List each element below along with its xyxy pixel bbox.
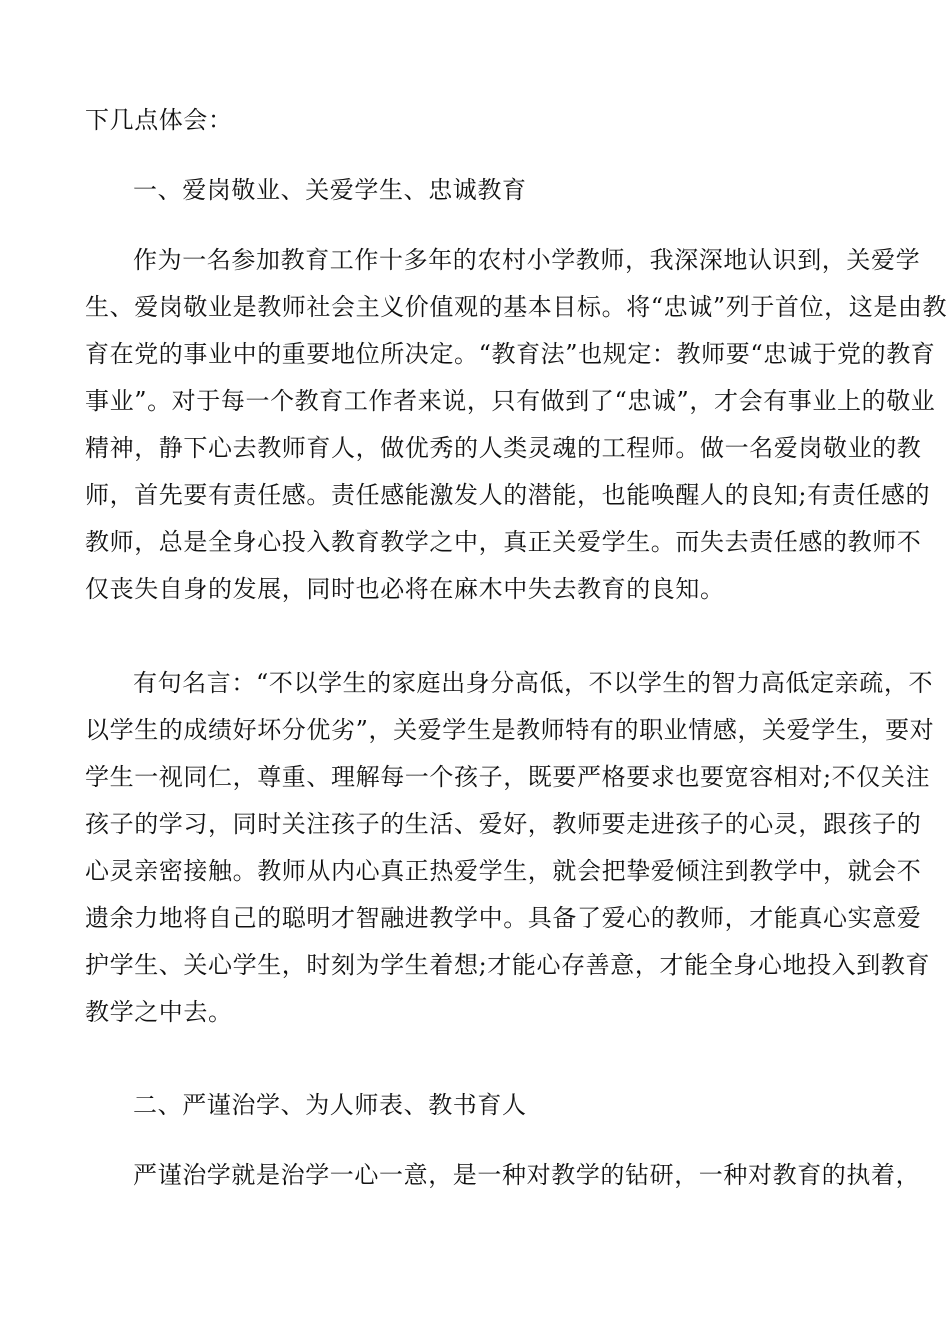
document-page — [85, 0, 948, 1344]
section-heading-one: 一、爱岗敬业、关爱学生、忠诚教育 — [133, 176, 527, 204]
paragraph-line: 心灵亲密接触。教师从内心真正热爱学生，就会把挚爱倾注到教学中，就会不 — [85, 857, 922, 885]
paragraph-line: 育在党的事业中的重要地位所决定。“教育法”也规定：教师要“忠诚于党的教育 — [85, 340, 936, 368]
paragraph-line: 教学之中去。 — [85, 998, 233, 1026]
paragraph-line: 孩子的学习，同时关注孩子的生活、爱好，教师要走进孩子的心灵，跟孩子的 — [85, 810, 922, 838]
paragraph-line: 教师，总是全身心投入教育教学之中，真正关爱学生。而失去责任感的教师不 — [85, 528, 922, 556]
paragraph-line: 以学生的成绩好坏分优劣”，关爱学生是教师特有的职业情感，关爱学生，要对 — [85, 716, 935, 744]
section-heading-two: 二、严谨治学、为人师表、教书育人 — [133, 1091, 527, 1119]
paragraph-line: 师，首先要有责任感。责任感能激发人的潜能，也能唤醒人的良知;有责任感的 — [85, 481, 931, 509]
paragraph-line: 精神，静下心去教师育人，做优秀的人类灵魂的工程师。做一名爱岗敬业的教 — [85, 434, 922, 462]
paragraph-line: 护学生、关心学生，时刻为学生着想;才能心存善意，才能全身心地投入到教育 — [85, 951, 931, 979]
paragraph-line: 事业”。对于每一个教育工作者来说，只有做到了“忠诚”，才会有事业上的敬业 — [85, 387, 936, 415]
paragraph-line: 生、爱岗敬业是教师社会主义价值观的基本目标。将“忠诚”列于首位，这是由教 — [85, 293, 948, 321]
paragraph-line: 遗余力地将自己的聪明才智融进教学中。具备了爱心的教师，才能真心实意爱 — [85, 904, 922, 932]
paragraph-line: 仅丧失自身的发展，同时也必将在麻木中失去教育的良知。 — [85, 575, 725, 603]
paragraph-line: 有句名言：“不以学生的家庭出身分高低，不以学生的智力高低定亲疏，不 — [133, 669, 934, 697]
paragraph-line: 学生一视同仁，尊重、理解每一个孩子，既要严格要求也要宽容相对;不仅关注 — [85, 763, 931, 791]
paragraph-line: 作为一名参加教育工作十多年的农村小学教师，我深深地认识到，关爱学 — [133, 246, 921, 274]
paragraph-line: 严谨治学就是治学一心一意，是一种对教学的钻研，一种对教育的执着， — [133, 1161, 921, 1189]
intro-line: 下几点体会： — [85, 106, 233, 134]
